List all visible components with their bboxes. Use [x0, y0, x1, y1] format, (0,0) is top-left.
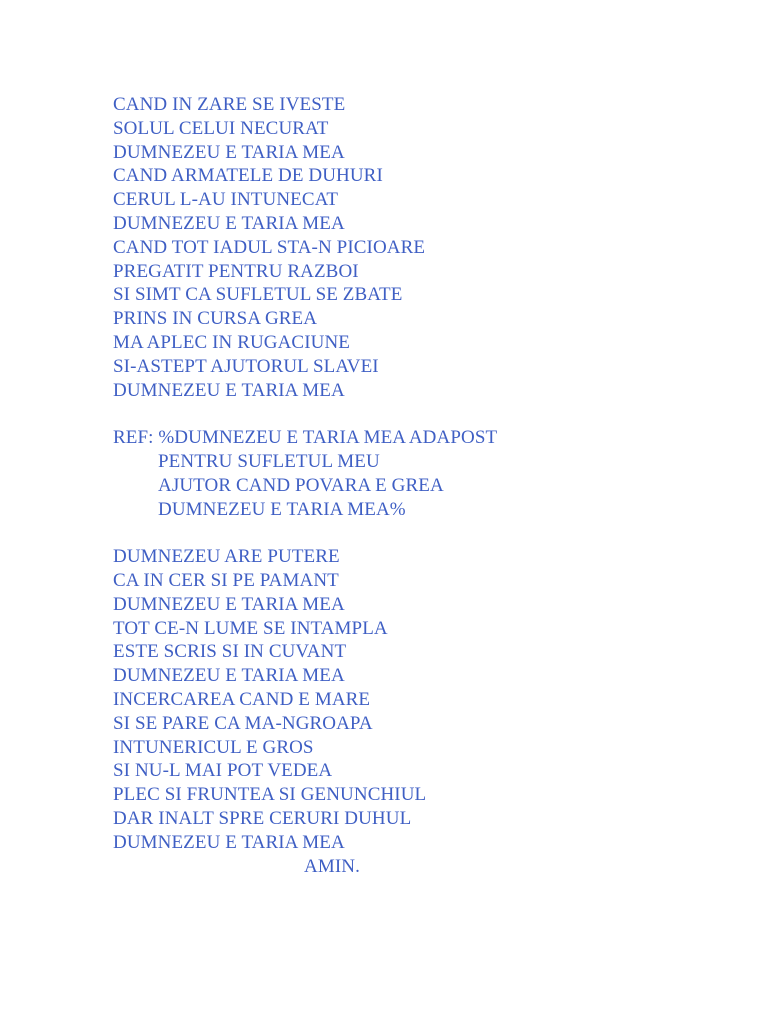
lyric-line: CERUL L-AU INTUNECAT: [113, 189, 339, 211]
stanza-1: [113, 93, 497, 402]
lyric-line: CAND ARMATELE DE DUHURI: [113, 165, 383, 187]
lyric-line: DAR INALT SPRE CERURI DUHUL: [113, 807, 412, 829]
lyric-line: DUMNEZEU E TARIA MEA: [113, 831, 345, 853]
stanza-gap: [113, 402, 497, 426]
closing-amen: AMIN.: [304, 855, 360, 877]
lyric-line: PRINS IN CURSA GREA: [113, 308, 318, 330]
lyric-line: CA IN CER SI PE PAMANT: [113, 569, 339, 591]
lyric-line: INCERCAREA CAND E MARE: [113, 688, 371, 710]
lyric-line: ESTE SCRIS SI IN CUVANT: [113, 641, 347, 663]
lyric-line: MA APLEC IN RUGACIUNE: [113, 331, 350, 353]
stanza-gap: [113, 521, 497, 545]
lyric-line: INTUNERICUL E GROS: [113, 736, 314, 758]
lyrics-body: [113, 93, 497, 878]
refrain-line: PENTRU SUFLETUL MEU: [158, 450, 380, 472]
lyric-line: DUMNEZEU ARE PUTERE: [113, 546, 340, 568]
lyric-line: SI SIMT CA SUFLETUL SE ZBATE: [113, 284, 403, 306]
lyric-line: DUMNEZEU E TARIA MEA: [113, 141, 345, 163]
refrain-line: AJUTOR CAND POVARA E GREA: [158, 474, 444, 496]
lyric-line: DUMNEZEU E TARIA MEA: [113, 212, 345, 234]
stanza-2: [113, 545, 497, 878]
lyric-line: SI NU-L MAI POT VEDEA: [113, 760, 333, 782]
lyric-line: DUMNEZEU E TARIA MEA: [113, 665, 345, 687]
lyric-line: PREGATIT PENTRU RAZBOI: [113, 260, 359, 282]
lyric-line: PLEC SI FRUNTEA SI GENUNCHIUL: [113, 784, 427, 806]
lyric-line: TOT CE-N LUME SE INTAMPLA: [113, 617, 388, 639]
lyric-line: DUMNEZEU E TARIA MEA: [113, 593, 345, 615]
refrain-first-line: REF: %DUMNEZEU E TARIA MEA ADAPOST: [113, 427, 498, 449]
refrain-line: DUMNEZEU E TARIA MEA%: [158, 498, 406, 520]
lyric-line: CAND TOT IADUL STA-N PICIOARE: [113, 236, 426, 258]
lyric-line: CAND IN ZARE SE IVESTE: [113, 94, 346, 115]
lyric-line: SI SE PARE CA MA-NGROAPA: [113, 712, 373, 734]
lyric-line: SI-ASTEPT AJUTORUL SLAVEI: [113, 355, 379, 377]
refrain: [113, 426, 497, 521]
lyric-line: SOLUL CELUI NECURAT: [113, 117, 329, 139]
lyric-line: DUMNEZEU E TARIA MEA: [113, 379, 345, 401]
